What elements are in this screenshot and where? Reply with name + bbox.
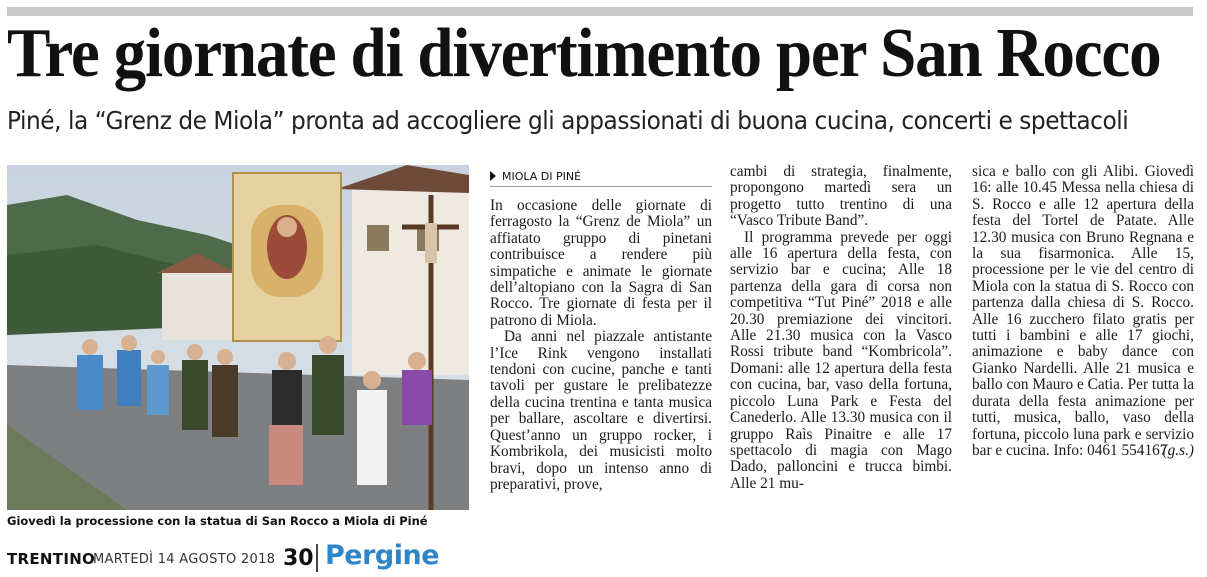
- procession-photo: [7, 165, 469, 510]
- paragraph: cambi di strategia, finalmente, propongono martedì sera un progetto tutto trentino di una “Vasco Tribute Band”.: [730, 163, 952, 230]
- article-column-2: [730, 164, 952, 492]
- subhead: Piné, la “Grenz de Miola” pronta ad accogliere gli appassionati di buona cucina, concerti e spettacoli: [7, 106, 1129, 135]
- newspaper-name: TRENTINO: [7, 550, 96, 568]
- paragraph: Da anni nel piazzale antistante l’Ice Rink vengono installati tendoni con cucine, panche e tanti tavoli per gustare le prelibatezze della cucina trentina e tanta musica per ballare, ascoltare e divertirsi. Quest’anno un gruppo rocker, i Kombrikola, dei musicisti molto bravi, dopo un intenso anno di preparativi, prove,: [490, 328, 712, 493]
- page-number: 30: [283, 546, 314, 571]
- kicker-label: MIOLA DI PINÉ: [502, 170, 582, 183]
- kicker: [490, 168, 712, 187]
- footer-divider: [316, 544, 318, 572]
- triangle-marker-icon: [490, 171, 496, 181]
- issue-date: MARTEDÌ 14 AGOSTO 2018: [93, 552, 276, 567]
- photo-caption: Giovedì la processione con la statua di San Rocco a Miola di Piné: [7, 514, 428, 528]
- article-column-3: [972, 164, 1194, 459]
- page-footer: [7, 538, 607, 574]
- section-name: Pergine: [325, 540, 440, 571]
- author-signoff: (g.s.): [1162, 441, 1194, 459]
- paragraph: sica e ballo con gli Alibi. Giovedì 16: alle 10.45 Messa nella chiesa di S. Rocco e alle 12 apertura della festa del Tortel de Patate. Alle 12.30 musica con Bruno Regnana e la sua fisarmonica. Alle 15, processione per le vie del centro di Miola con la statua di S. Rocco con partenza dalla chiesa di S. Rocco. Alle 16 zucchero filato gratis per tutti i bambini e alle 17 giochi, animazione e baby dance con Gianko Nardelli. Alle 21 musica e ballo con Mauro e Catia. Per tutta la durata della festa animazione per tutti, musica, ballo, vaso della fortuna, piccolo luna park e servizio bar e cucina. Info: 0461 554167.: [972, 163, 1194, 459]
- paragraph: Il programma prevede per oggi alle 16 apertura della festa, con servizio bar e cucina; Alle 18 partenza della gara di corsa non competitiva “Tut Piné” 2018 e alle 20.30 premiazione dei vincitori. Alle 21.30 musica con la Vasco Rossi tribute band “Kombricola”. Domani: alle 12 apertura della festa con cucina, bar, vaso della fortuna, piccolo Luna Park e Festa del Canederlo. Alle 13.30 musica con il gruppo Raìs Pinaitre e alle 17 spettacolo di magia con Mago Dado, palloncini e trucca bimbi. Alle 21 mu-: [730, 228, 952, 492]
- paragraph: In occasione delle giornate di ferragosto la “Grenz de Miola” un affiatato gruppo di pinetani contribuisce a rendere più simpatiche e animate le giornate dell’altopiano con la Sagra di San Rocco. Tre giornate di festa per il patrono di Miola.: [490, 197, 712, 329]
- headline: Tre giornate di divertimento per San Rocco: [7, 15, 1161, 92]
- article-column-1: [490, 198, 712, 493]
